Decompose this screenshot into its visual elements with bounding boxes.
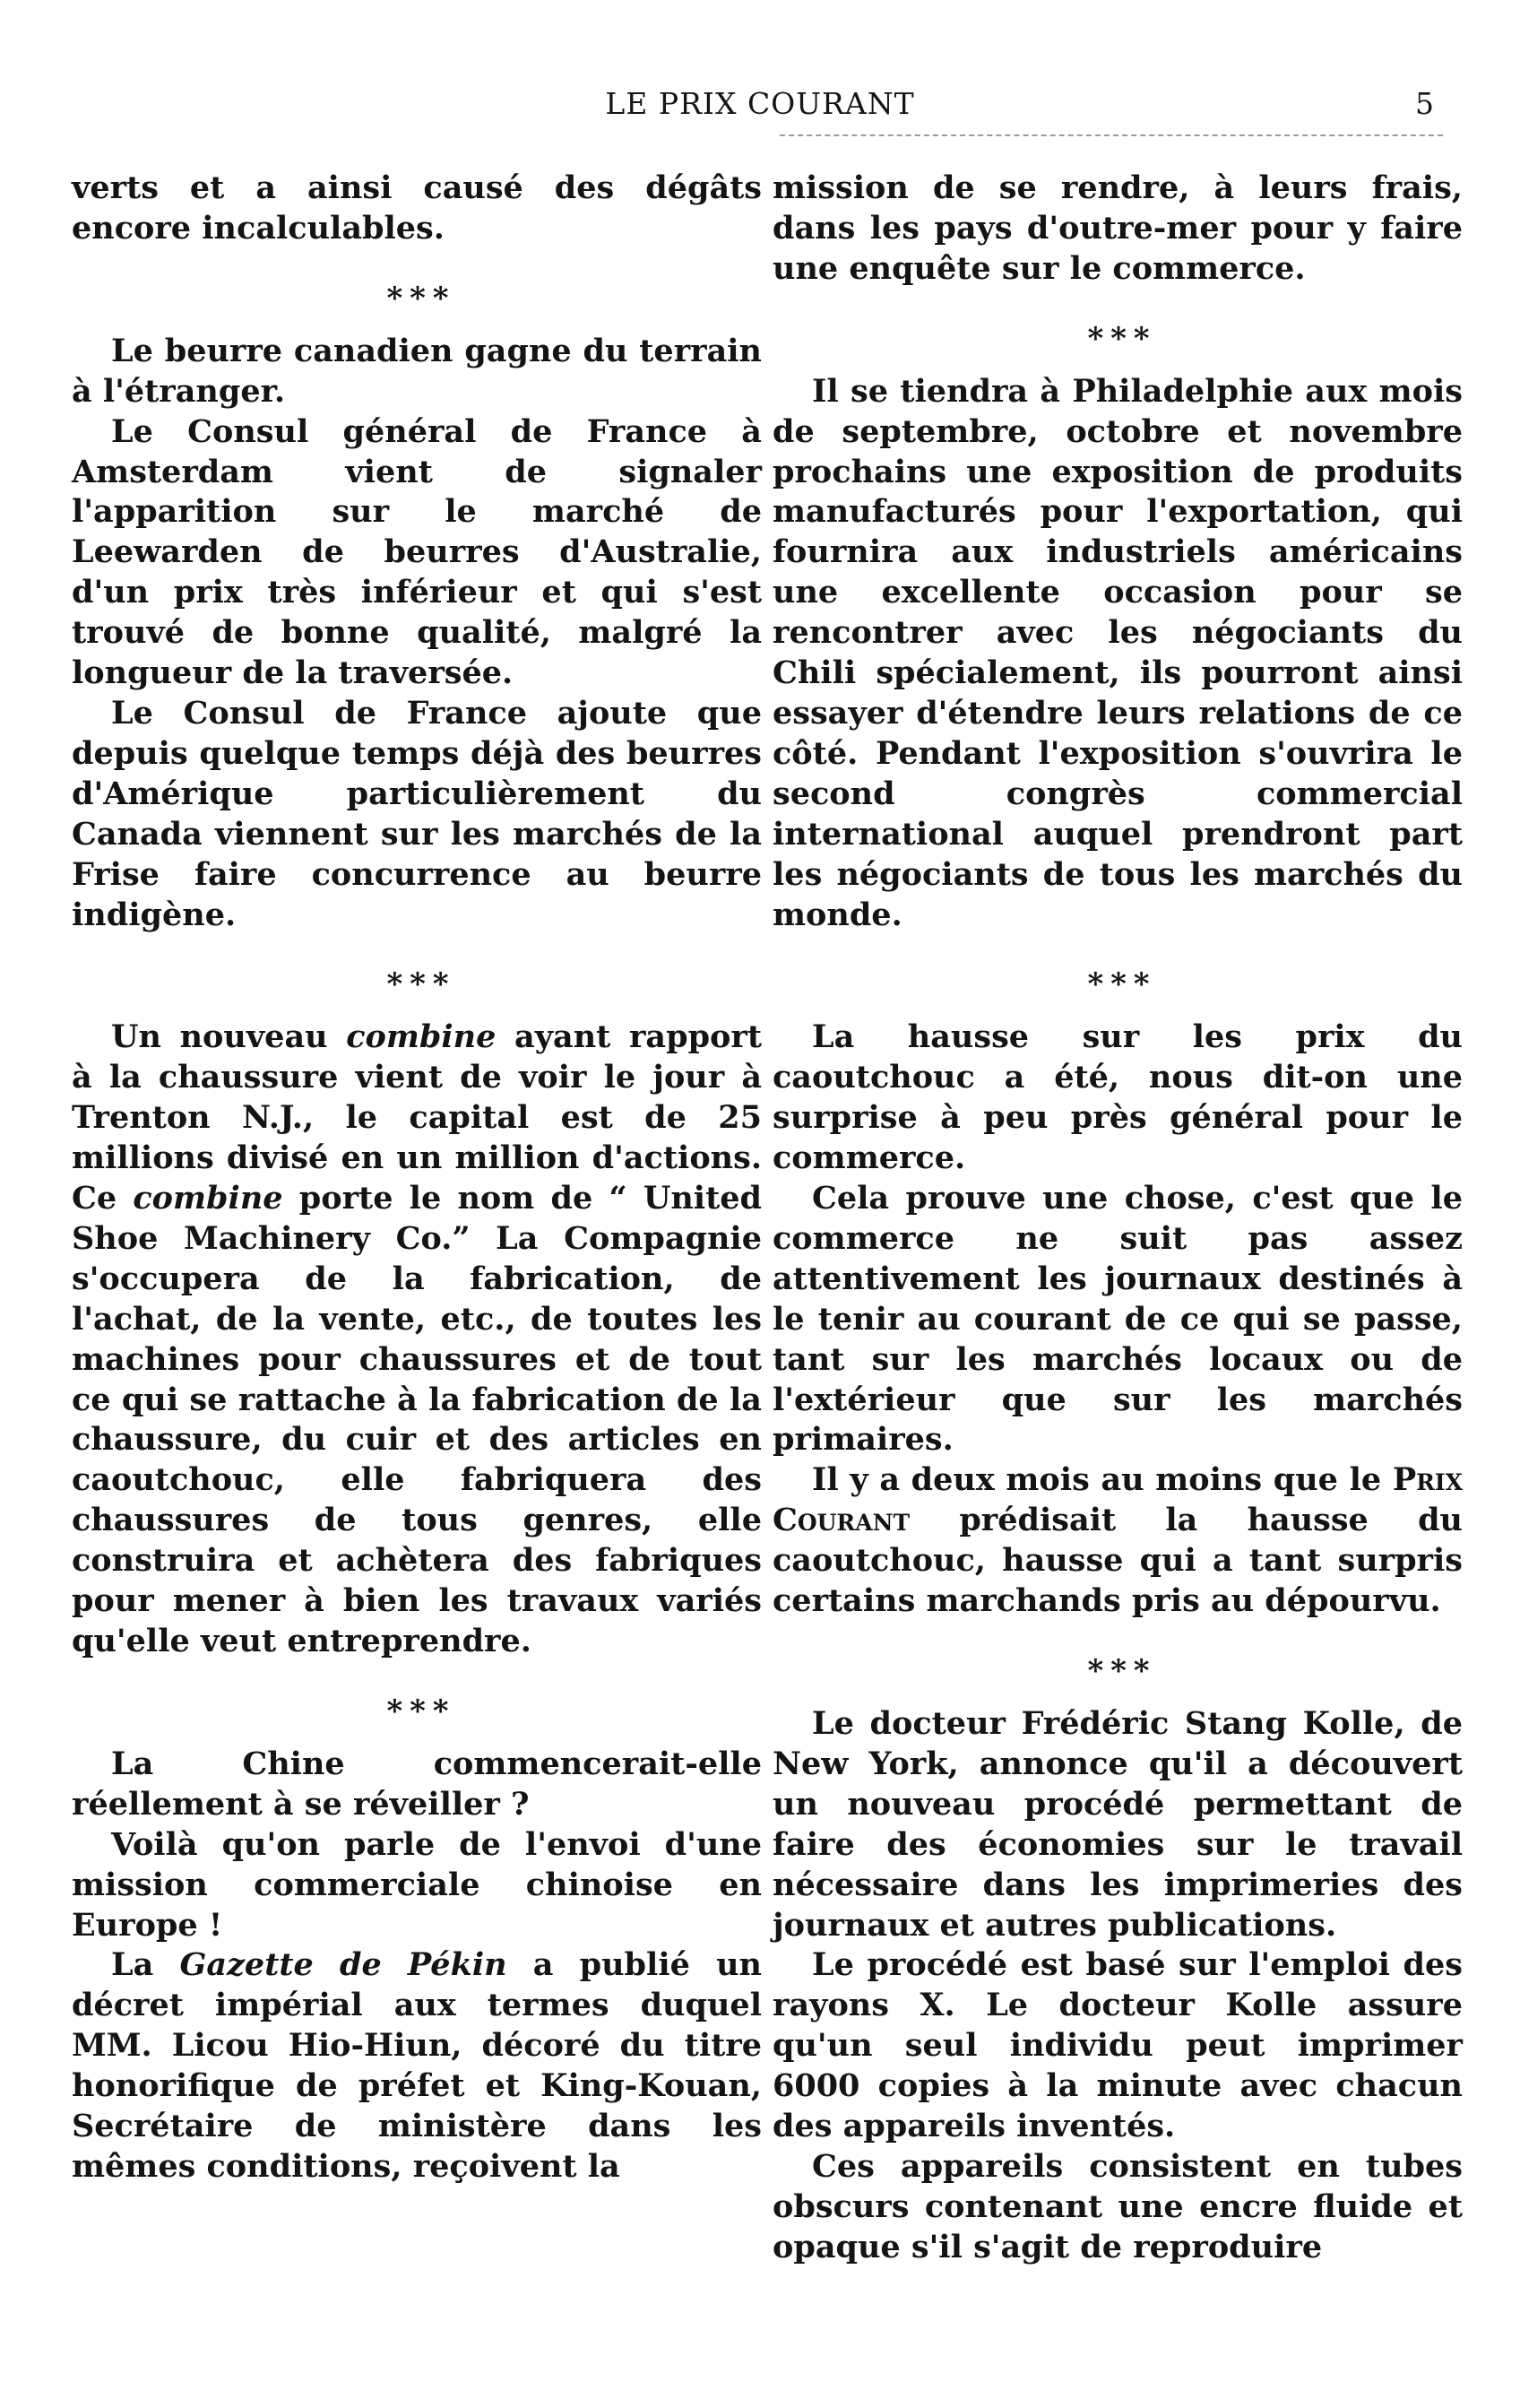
paragraph: Il y a deux mois au moins que le Prix Courant prédisait la hausse du caoutchouc, hausse qui a tant surpris certains marchands pris au dépourvu.: [773, 1461, 1463, 1620]
right-column: [773, 169, 1463, 2268]
paragraph: Le procédé est basé sur l'emploi des rayons X. Le docteur Kolle assure qu'un seul individu peut imprimer 6000 copies à la minute avec chacun des appareils inventés.: [773, 1946, 1463, 2145]
paragraph: Le Consul de France ajoute que depuis quelque temps déjà des beurres d'Amérique particulièrement du Canada viennent sur les marchés de la Frise faire concurrence au beurre indigène.: [72, 694, 762, 933]
asterism-separator: * * *: [386, 280, 447, 316]
asterism-separator: * * *: [386, 1693, 447, 1729]
paragraph: Un nouveau combine ayant rapport à la chaussure vient de voir le jour à Trenton N.J., le capital est de 25 millions divisé en un million d'actions. Ce combine porte le nom de “ United Shoe Machinery Co.” La Compagnie s'occupera de la fabrication, de l'achat, de la vente, etc., de toutes les machines pour chaussures et de tout ce qui se rattache à la fabrication de la chaussure, du cuir et des articles en caoutchouc, elle fabriquera des chaussures de tous genres, elle construira et achètera des fabriques pour mener à bien les travaux variés qu'elle veut entreprendre.: [72, 1018, 762, 1659]
asterism-separator: * * *: [1087, 320, 1148, 357]
paragraph: La Chine commencerait-elle réellement à se réveiller ?: [72, 1745, 762, 1823]
paragraph: Le docteur Frédéric Stang Kolle, de New York, annonce qu'il a découvert un nouveau procédé permettant de faire des économies sur le travail nécessaire dans les imprimeries des journaux et autres publications.: [773, 1705, 1463, 1944]
paragraph: Cela prouve une chose, c'est que le commerce ne suit pas assez attentivement les journaux destinés à le tenir au courant de ce qui se passe, tant sur les marchés locaux ou de l'extérieur que sur les marchés primaires.: [773, 1180, 1463, 1459]
paragraph: mission de se rendre, à leurs frais, dans les pays d'outre-mer pour y faire une enquête sur le commerce.: [773, 169, 1463, 287]
paragraph: Ces appareils consistent en tubes obscurs contenant une encre fluide et opaque s'il s'agit de reproduire: [773, 2147, 1463, 2265]
asterism-separator: * * *: [1087, 966, 1148, 1003]
asterism-separator: * * *: [1087, 1653, 1148, 1689]
page-number: 5: [1415, 86, 1434, 121]
paragraph: Voilà qu'on parle de l'envoi d'une mission commerciale chinoise en Europe !: [72, 1825, 762, 1944]
paragraph: Il se tiendra à Philadelphie aux mois de septembre, octobre et novembre prochains une exposition de produits manufacturés pour l'exportation, qui fournira aux industriels américains une excellente occasion pour se rencontrer avec les négociants du Chili spécialement, ils pourront ainsi essayer d'étendre leurs relations de ce côté. Pendant l'exposition s'ouvrira le second congrès commercial international auquel prendront part les négociants de tous les marchés du monde.: [773, 372, 1463, 933]
paragraph: La hausse sur les prix du caoutchouc a été, nous dit-on une surprise à peu près général pour le commerce.: [773, 1018, 1463, 1177]
paragraph: La Gazette de Pékin a publié un décret impérial aux termes duquel MM. Licou Hio-Hiun, décoré du titre honorifique de préfet et King-Kouan, Secrétaire de ministère dans les mêmes conditions, reçoivent la: [72, 1946, 762, 2185]
paragraph: Le Consul général de France à Amsterdam vient de signaler l'apparition sur le marché de Leewarden de beurres d'Australie, d'un prix très inférieur et qui s'est trouvé de bonne qualité, malgré la longueur de la traversée.: [72, 412, 762, 692]
left-column: [72, 169, 762, 2187]
header-rule: [780, 134, 1443, 136]
page-header: [0, 86, 1520, 131]
paragraph: verts et a ainsi causé des dégâts encore incalculables.: [72, 169, 762, 247]
paragraph: Le beurre canadien gagne du terrain à l'étranger.: [72, 332, 762, 410]
asterism-separator: * * *: [386, 966, 447, 1003]
running-title: LE PRIX COURANT: [605, 86, 915, 121]
